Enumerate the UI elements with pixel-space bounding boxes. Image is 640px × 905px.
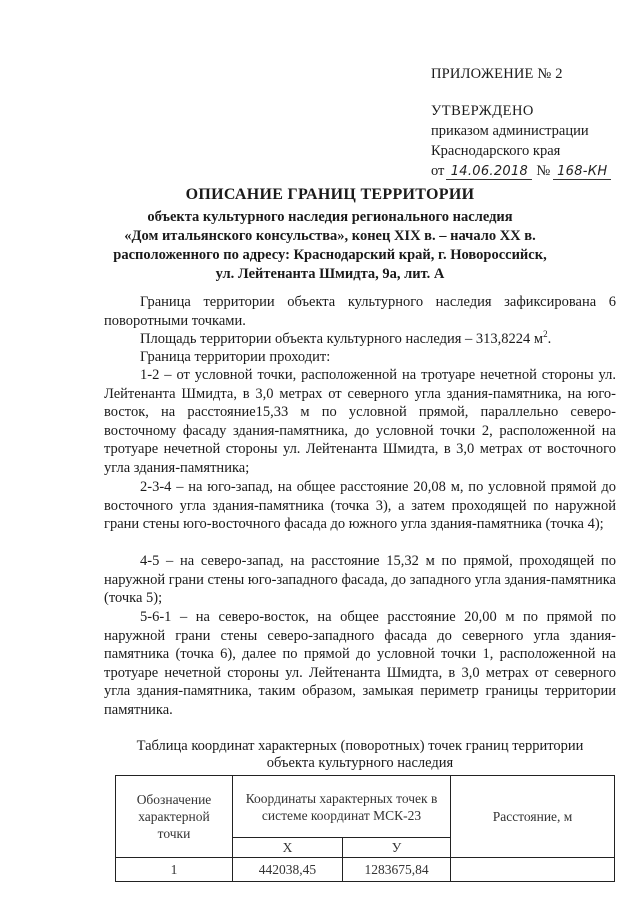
header-x: X xyxy=(232,838,342,858)
number-prefix: № xyxy=(536,163,551,179)
area-text: Площадь территории объекта культурного наследия – 313,8224 м xyxy=(140,331,544,347)
paragraph-points: Граница территории объекта культурного наследия зафиксирована 6 поворотными точками. xyxy=(104,294,616,329)
document-title: ОПИСАНИЕ ГРАНИЦ ТЕРРИТОРИИ xyxy=(185,186,475,203)
subtitle-line-2: «Дом итальянского консульства», конец XIX в. – начало XX в. xyxy=(124,228,536,244)
area-unit-sup: 2 xyxy=(543,329,548,340)
paragraph-segment-1-2: 1-2 – от условной точки, расположенной на тротуаре нечетной стороны ул. Лейтенанта Шмидта, в 3,0 метрах от северного угла здания-памятника, на юго-восток, на расстояние15,33 м по условной прямой, параллельно северо-восточному фасаду здания-памятника, до условной точки 2, расположенной на тротуаре нечетной стороны ул. Лейтенанта Шмидта, в 3,0 метрах от восточного угла здания-памятника; xyxy=(104,367,616,476)
coordinates-table xyxy=(115,775,615,882)
order-line-1: приказом администрации xyxy=(431,123,589,139)
table-header-row xyxy=(116,776,615,838)
header-designation: Обозначение характерной точки xyxy=(116,776,233,858)
appendix-label: ПРИЛОЖЕНИЕ № 2 xyxy=(431,66,563,82)
paragraph-intro: Граница территории проходит: xyxy=(140,349,331,365)
subtitle-line-3: расположенного по адресу: Краснодарский край, г. Новороссийск, xyxy=(113,247,547,263)
cell-point: 1 xyxy=(116,858,233,882)
handwritten-number: 168-КН xyxy=(553,164,611,180)
header-coordinates: Координаты характерных точек в системе координат МСК-23 xyxy=(232,776,450,838)
paragraph-segment-2-3-4: 2-3-4 – на юго-запад, на общее расстояние 20,08 м, по условной прямой до восточного угла здания-памятника (точка 3), а затем проходящей по наружной грани стены юго-восточного фасада до южного угла здания-памятника (точка 4); xyxy=(104,479,616,533)
table-caption xyxy=(104,738,616,772)
header-y: У xyxy=(342,838,450,858)
subtitle-line-4: ул. Лейтенанта Шмидта, 9а, лит. А xyxy=(215,266,445,282)
document-subtitle xyxy=(80,208,580,284)
cell-y: 1283675,84 xyxy=(342,858,450,882)
cell-x: 442038,45 xyxy=(232,858,342,882)
date-prefix: от xyxy=(431,163,445,179)
table-caption-line-2: объекта культурного наследия xyxy=(266,755,454,771)
handwritten-date: 14.06.2018 xyxy=(446,164,532,180)
header-distance: Расстояние, м xyxy=(451,776,615,858)
approved-label: УТВЕРЖДЕНО xyxy=(431,103,534,119)
table-row xyxy=(116,858,615,882)
order-date-line xyxy=(431,161,611,181)
table-caption-line-1: Таблица координат характерных (поворотных) точек границ территории xyxy=(136,738,584,754)
order-line-2: Краснодарского края xyxy=(431,143,561,159)
paragraph-segment-5-6-1: 5-6-1 – на северо-восток, на общее расстояние 20,00 м по прямой по наружной грани стены северо-западного фасада до северного угла здания-памятника (точка 6), далее по прямой до условной точки 1, расположенной на тротуаре нечетной стороны ул. Лейтенанта Шмидта, в 3,0 метрах от северного угла здания-памятника, таким образом, замыкая периметр границы территории памятника. xyxy=(104,609,616,718)
approval-block xyxy=(431,101,611,181)
cell-distance xyxy=(451,858,615,882)
paragraph-segment-4-5: 4-5 – на северо-запад, на расстояние 15,32 м по прямой, проходящей по наружной грани стены юго-западного фасада, до западного угла здания-памятника (точка 5); xyxy=(104,553,616,607)
subtitle-line-1: объекта культурного наследия регионального наследия xyxy=(147,209,513,225)
paragraph-area: Площадь территории объекта культурного наследия – 313,8224 $м^2$. xyxy=(140,329,552,347)
